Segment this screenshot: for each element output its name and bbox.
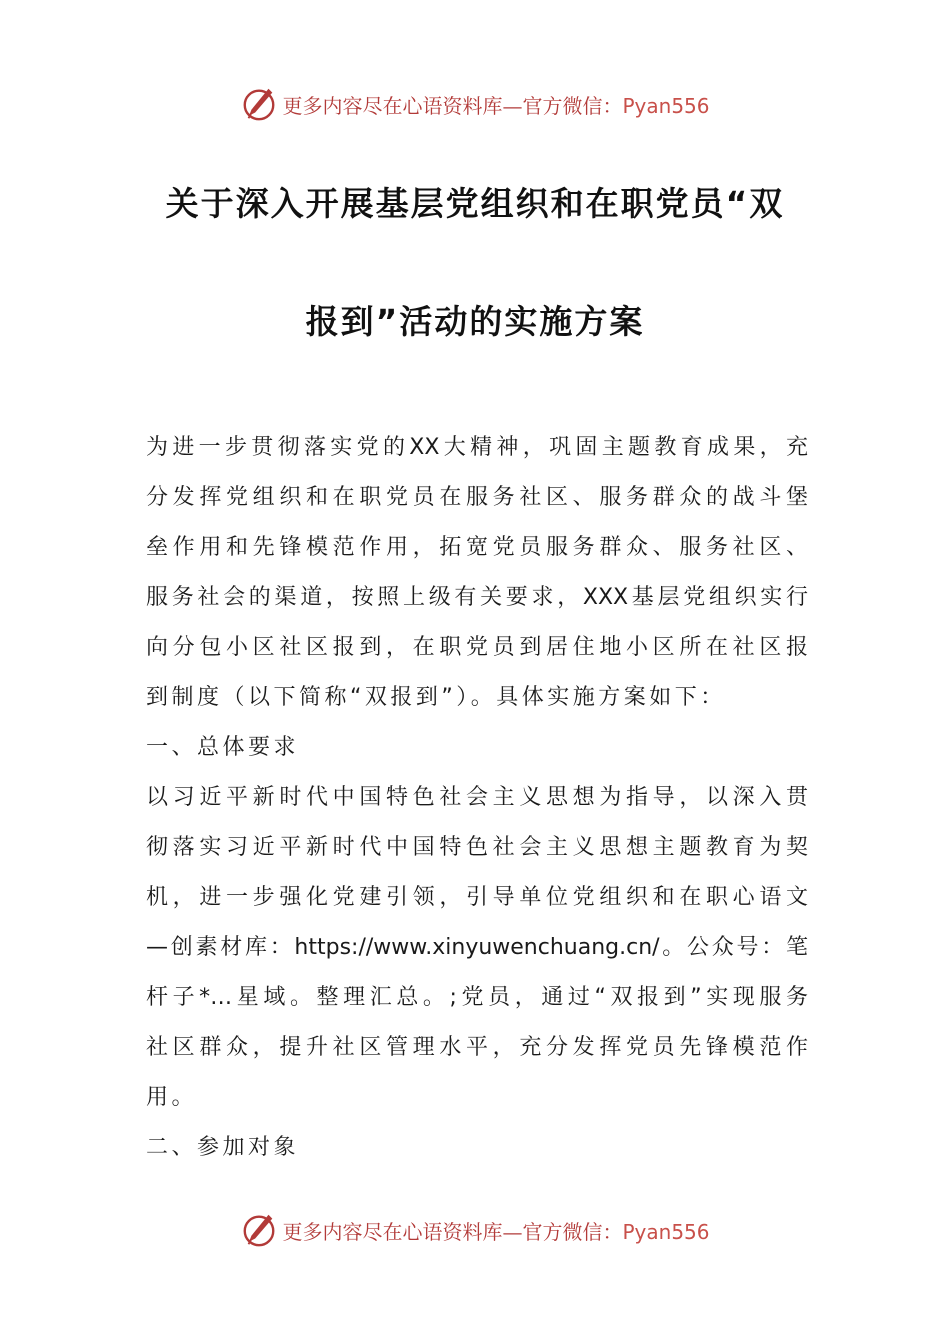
body-line: 垒作用和先锋模范作用，拓宽党员服务群众、服务社区、 — [146, 535, 808, 560]
body-line: 向分包小区社区报到，在职党员到居住地小区所在社区报 — [146, 635, 808, 660]
document-title-line-1: 关于深入开展基层党组织和在职党员“双 — [165, 184, 785, 223]
body-line: —创素材库：https://www.xinyuwenchuang.cn/。公众号：笔 — [146, 935, 808, 960]
document-body — [146, 428, 808, 1178]
footer-watermark-account: Pyan556 — [622, 1219, 710, 1244]
header-watermark — [0, 82, 950, 126]
section-heading: 二、参加对象 — [146, 1135, 300, 1160]
quill-logo-icon — [240, 85, 278, 123]
document-title-line-2: 报到”活动的实施方案 — [305, 302, 645, 341]
body-line: 彻落实习近平新时代中国特色社会主义思想主题教育为契 — [146, 835, 808, 860]
body-line: 社区群众，提升社区管理水平，充分发挥党员先锋模范作 — [146, 1035, 808, 1060]
footer-watermark-text: 更多内容尽在心语资料库—官方微信： — [282, 1219, 623, 1244]
footer-watermark — [0, 1208, 950, 1252]
body-line: 分发挥党组织和在职党员在服务社区、服务群众的战斗堡 — [146, 485, 808, 510]
quill-logo-icon — [240, 1211, 278, 1249]
body-line: 以习近平新时代中国特色社会主义思想为指导，以深入贯 — [146, 785, 808, 810]
section-heading: 一、总体要求 — [146, 735, 300, 760]
body-line: 到制度（以下简称“双报到”）。具体实施方案如下： — [146, 685, 726, 710]
header-watermark-account: Pyan556 — [622, 93, 710, 118]
body-line: 机，进一步强化党建引领，引导单位党组织和在职心语文 — [146, 885, 808, 910]
body-line: 杆子*…星域。整理汇总。;党员，通过“双报到”实现服务 — [146, 985, 808, 1010]
body-line: 服务社会的渠道，按照上级有关要求，XXX基层党组织实行 — [146, 585, 808, 610]
body-line: 用。 — [146, 1085, 198, 1110]
header-watermark-text: 更多内容尽在心语资料库—官方微信： — [282, 93, 623, 118]
body-line: 为进一步贯彻落实党的XX大精神，巩固主题教育成果，充 — [146, 435, 808, 460]
